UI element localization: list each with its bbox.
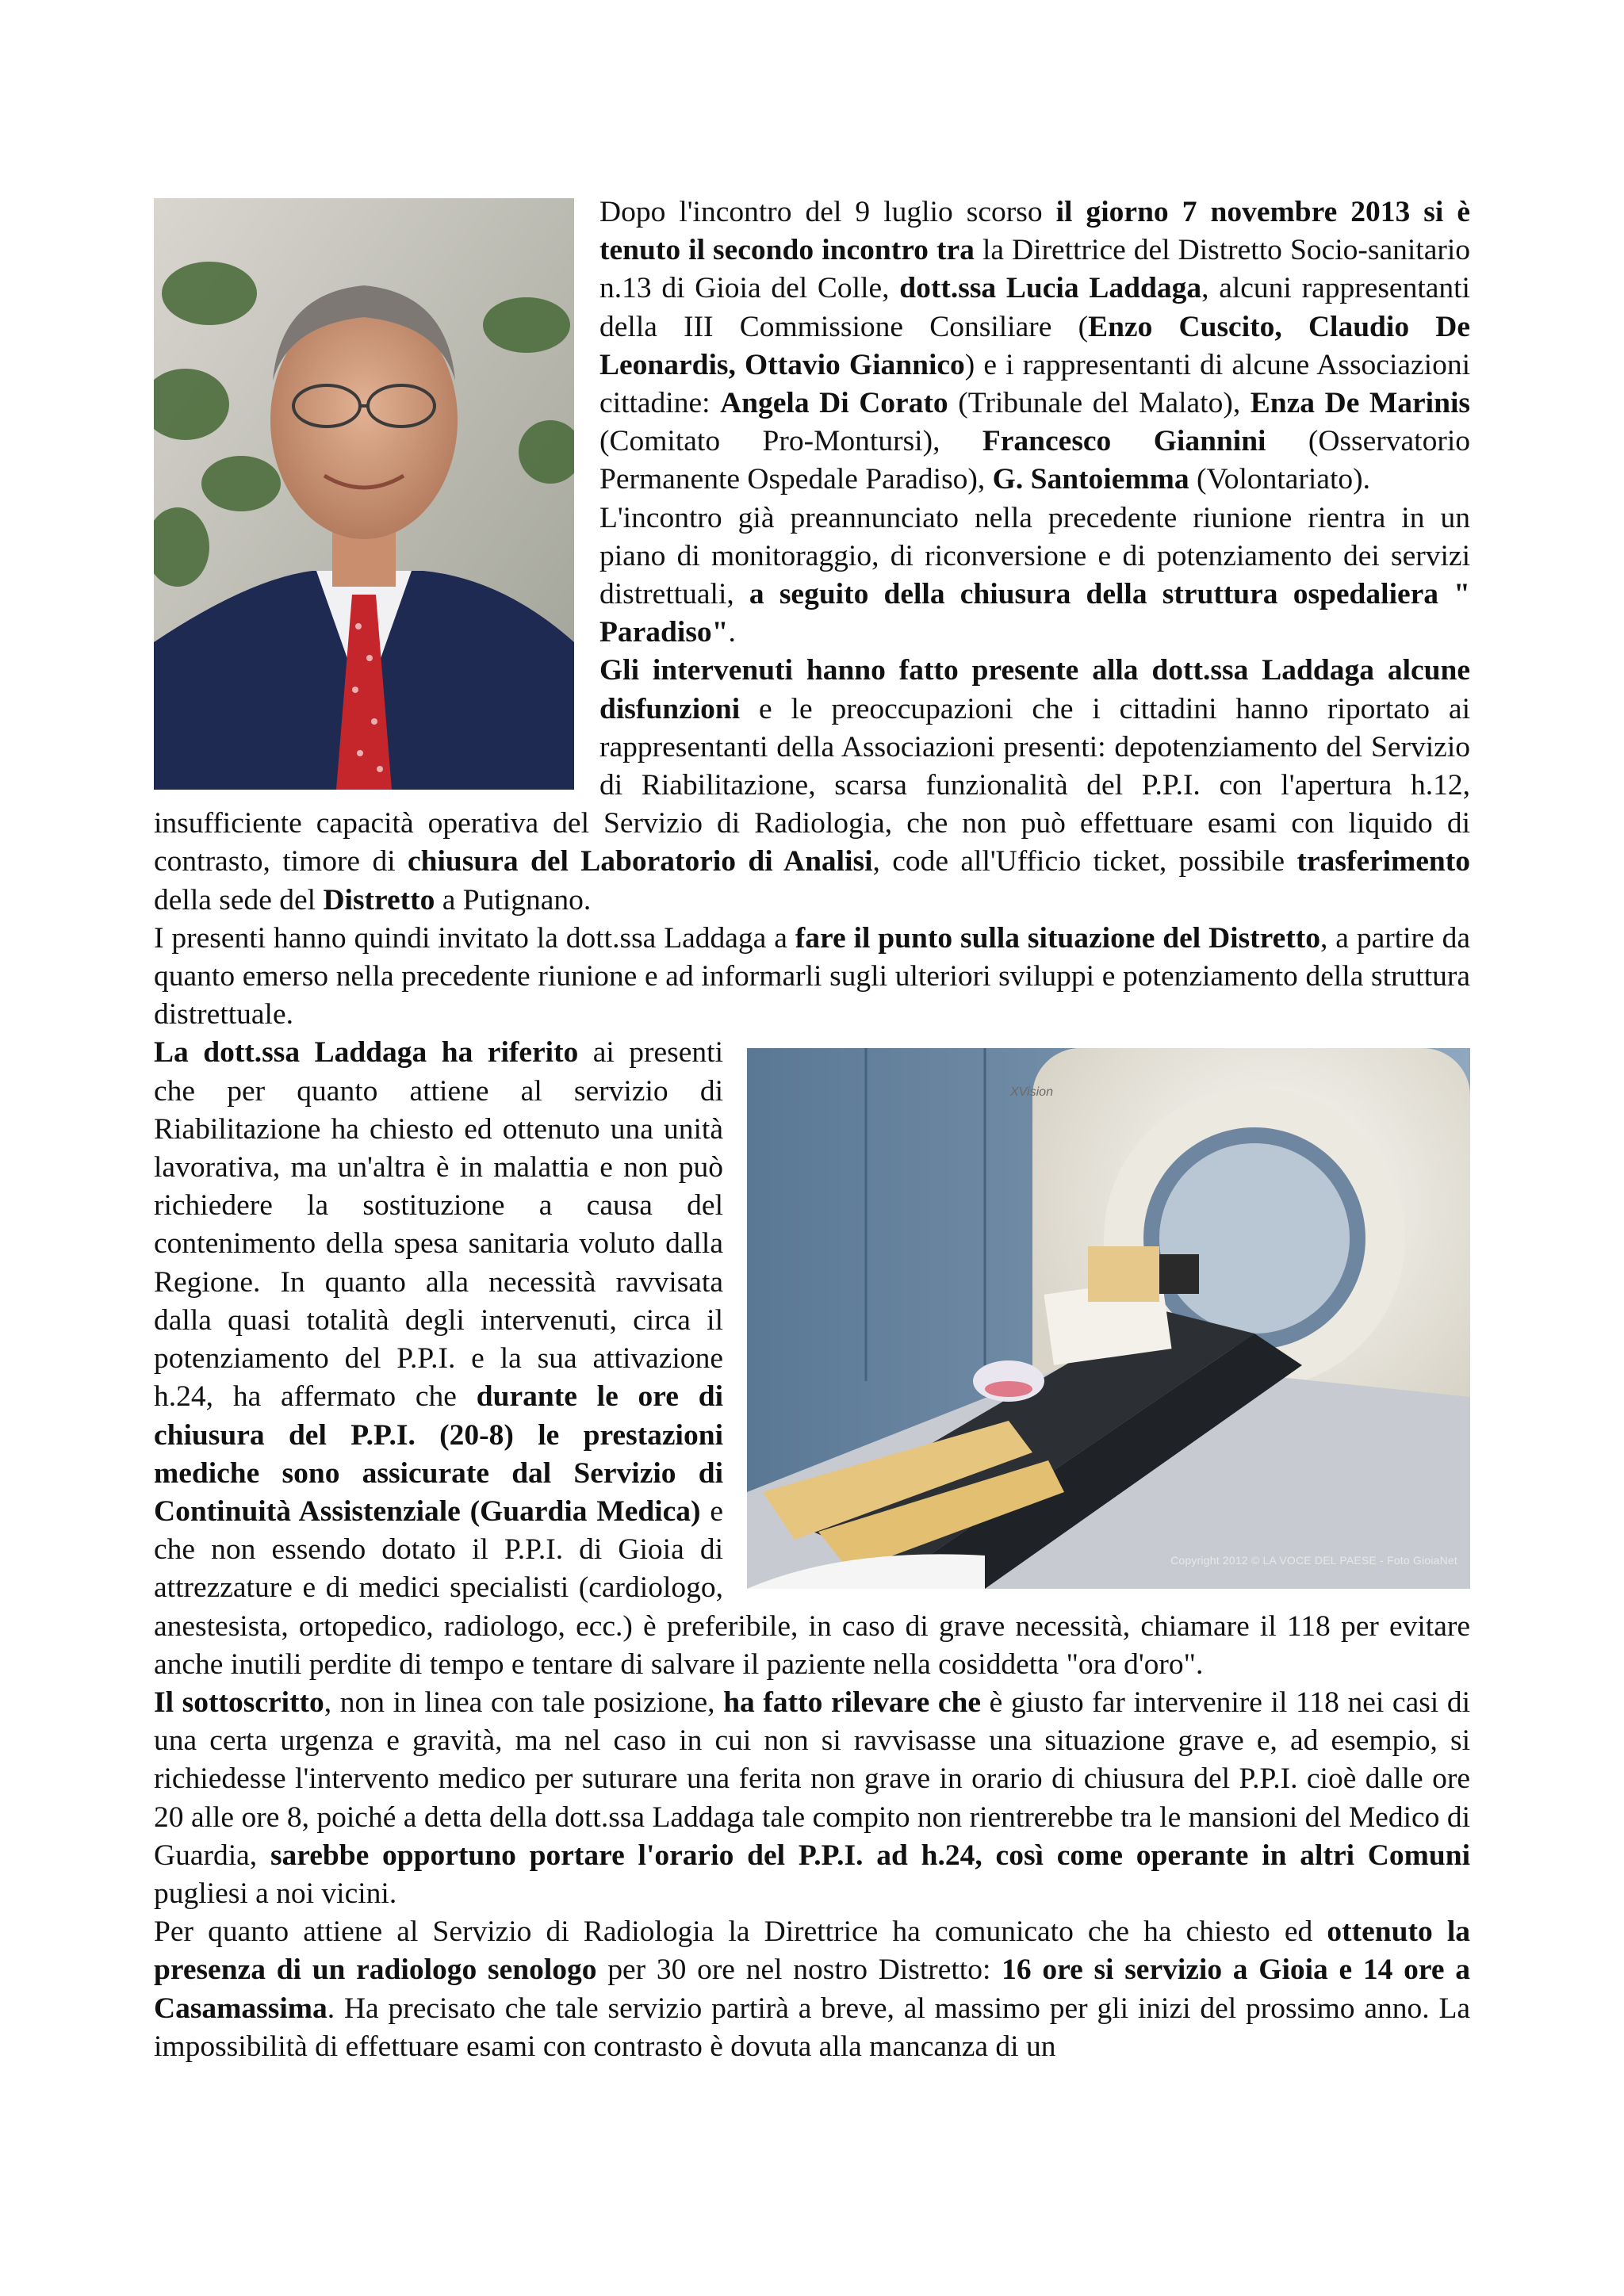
- paragraph-disfunctions: Gli intervenuti hanno fatto presente alla dott.ssa Laddaga alcune disfunzioni e le preoccupazioni che i cittadini hanno riportato ai rappresentanti della Associazioni presenti: depotenziamento del Servizio di Riabilitazione, scarsa funzionalità del P.P.I. con l'apertura h.12, insufficiente capacità operativa del Servizio di Radiologia, che non può effettuare esami con liquido di contrasto, timore di chiusura del Laboratorio di Analisi, code all'Ufficio ticket, possibile trasferimento della sede del Distretto a Putignano.: [154, 654, 1471, 916]
- paragraph-radiology: Per quanto attiene al Servizio di Radiologia la Direttrice ha comunicato che ha chiesto ed ottenuto la presenza di un radiologo senologo per 30 ore nel nostro Distretto: 16 ore si servizio a Gioia e 14 ore a Casamassima. Ha precisato che tale servizio partirà a breve, al massimo per gli inizi del prossimo anno. La impossibilità di effettuare esami con contrasto è dovuta alla mancanza di un: [154, 1915, 1470, 2063]
- paragraph-intro: Dopo l'incontro del 9 luglio scorso il giorno 7 novembre 2013 si è tenuto il secondo incontro tra la Direttrice del Distretto Socio-sanitario n.13 di Gioia del Colle, dott.ssa Lucia Laddaga, alcuni rappresentanti della III Commissione Consiliare (Enzo Cuscito, Claudio De Leonardis, Ottavio Giannico) e i rappresentanti di alcune Associazioni cittadine: Angela Di Corato (Tribunale del Malato), Enza De Marinis (Comitato Pro-Montursi), Francesco Giannini (Osservatorio Permanente Ospedale Paradiso), G. Santoiemma (Volontariato).: [599, 196, 1471, 496]
- article-body: [154, 193, 1470, 2066]
- paragraph-objection: Il sottoscritto, non in linea con tale posizione, ha fatto rilevare che è giusto far intervenire il 118 nei casi di una certa urgenza e gravità, ma nel caso in cui non si ravvisasse una situazione grave e, ad esempio, si richiedesse l'intervento medico per suturare una ferita non grave in orario di chiusura del P.P.I. cioè dalle ore 20 alle ore 8, poiché a detta della dott.ssa Laddaga tale compito non rientrerebbe tra le mansioni del Medico di Guardia, sarebbe opportuno portare l'orario del P.P.I. ad h.24, così come operante in altri Comuni pugliesi a noi vicini.: [154, 1686, 1471, 1910]
- ct-scanner-photo: [747, 1048, 1470, 1589]
- paragraph-monitoring: L'incontro già preannunciato nella precedente riunione rientra in un piano di monitoraggio, di riconversione e di potenziamento dei servizi distrettuali, a seguito della chiusura della struttura ospedaliera " Paradiso".: [599, 501, 1470, 649]
- paragraph-response: La dott.ssa Laddaga ha riferito ai presenti che per quanto attiene al servizio di Riabilitazione ha chiesto ed ottenuto una unità lavorativa, ma un'altra è in malattia e non può richiedere la sostituzione a causa del contenimento della spesa sanitaria voluto dalla Regione. In quanto alla necessità ravvisata dalla quasi totalità degli intervenuti, circa il potenziamento del P.P.I. e la sua attivazione h.24, ha affermato che durante le ore di chiusura del P.P.I. (20-8) le prestazioni mediche sono assicurate dal Servizio di Continuità Assistenziale (Guardia Medica) e che non essendo dotato il P.P.I. di Gioia di attrezzature e di medici specialisti (cardiologo, anestesista, ortopedico, radiologo, ecc.) è preferibile, in caso di grave necessità, chiamare il 118 per evitare anche inutili perdite di tempo e tentare di salvare il paziente nella cosiddetta "ora d'oro".: [154, 1036, 1470, 1681]
- scanner-brand-label: XVision: [1010, 1085, 1053, 1100]
- paragraph-invitation: I presenti hanno quindi invitato la dott.ssa Laddaga a fare il punto sulla situazione del Distretto, a partire da quanto emerso nella precedente riunione e ad informarli sugli ulteriori sviluppi e potenziamento della struttura distrettuale.: [154, 921, 1470, 1031]
- portrait-photo: [154, 198, 574, 790]
- photo-copyright: Copyright 2012 © LA VOCE DEL PAESE - Foto GioiaNet: [1170, 1554, 1457, 1567]
